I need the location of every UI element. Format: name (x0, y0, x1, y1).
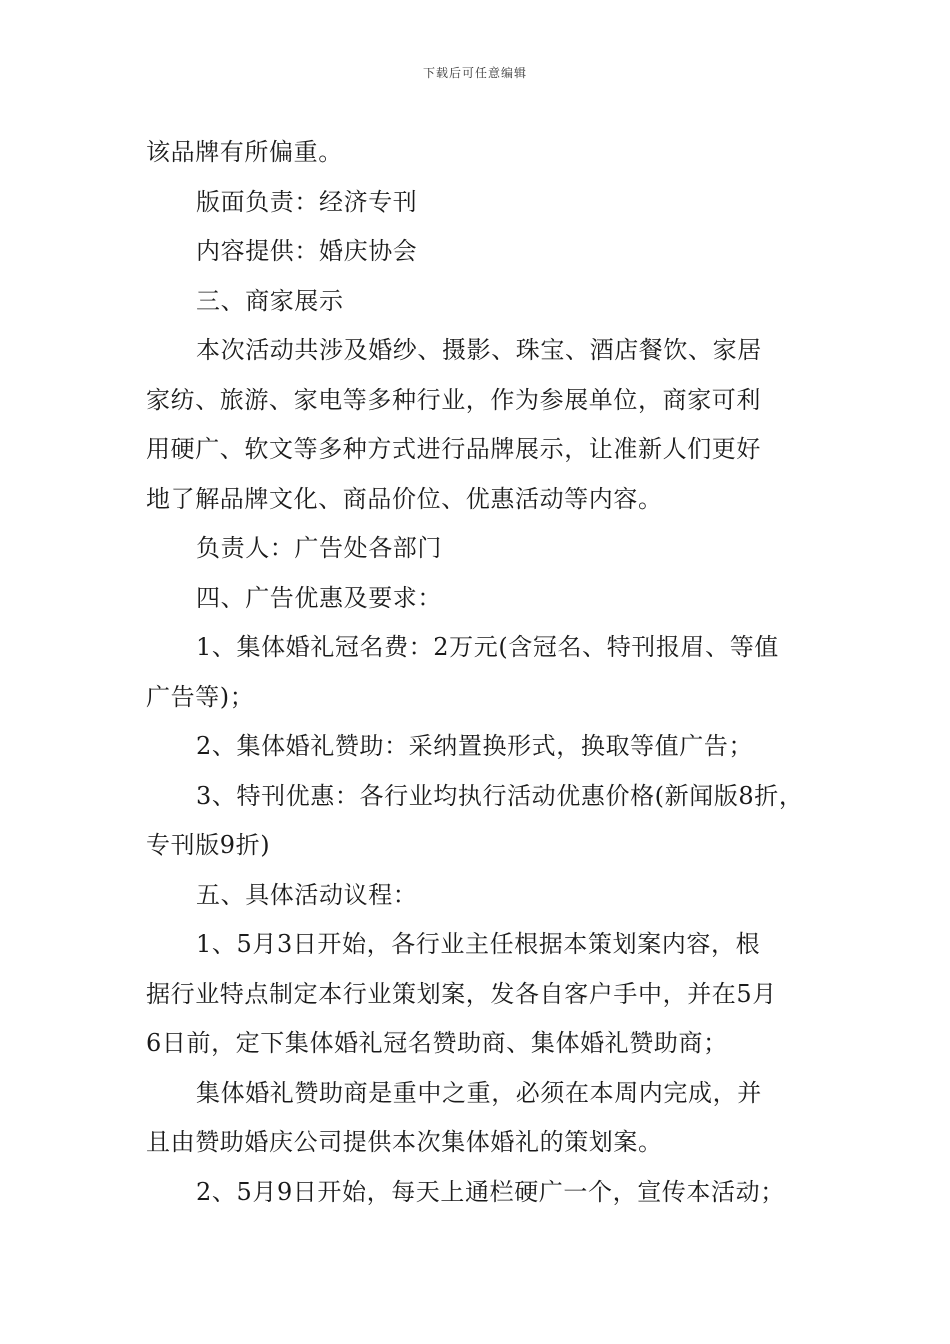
paragraph-line: 本次活动共涉及婚纱、摄影、珠宝、酒店餐饮、家居 (196, 336, 762, 364)
section-heading: 五、具体活动议程： (196, 880, 418, 909)
paragraph-line: 该品牌有所偏重。 (146, 138, 343, 166)
list-item-continuation: 广告等)； (146, 682, 255, 711)
page-header: 下载后可任意编辑 (422, 66, 527, 80)
section-heading: 四、广告优惠及要求： (196, 583, 442, 612)
paragraph-line: 版面负责：经济专刊 (196, 187, 418, 216)
section-heading: 三、商家展示 (196, 286, 344, 315)
list-item: 3、特刊优惠：各行业均执行活动优惠价格(新闻版8折， (196, 781, 804, 810)
list-item-continuation: 6日前，定下集体婚礼冠名赞助商、集体婚礼赞助商； (146, 1029, 728, 1057)
list-item: 2、集体婚礼赞助：采纳置换形式，换取等值广告； (196, 732, 754, 760)
list-item: 1、集体婚礼冠名费：2万元(含冠名、特刊报眉、等值 (196, 633, 779, 661)
paragraph-line: 家纺、旅游、家电等多种行业，作为参展单位，商家可利 (146, 385, 761, 414)
list-item-continuation: 据行业特点制定本行业策划案，发各自客户手中，并在5月 (146, 979, 777, 1008)
paragraph-line: 地了解品牌文化、商品价位、优惠活动等内容。 (146, 484, 663, 513)
list-item: 1、5月3日开始，各行业主任根据本策划案内容，根 (196, 930, 761, 958)
list-item: 2、5月9日开始，每天上通栏硬广一个，宣传本活动； (196, 1177, 785, 1206)
paragraph-line: 用硬广、软文等多种方式进行品牌展示，让准新人们更好 (146, 435, 761, 463)
paragraph-line: 负责人：广告处各部门 (196, 534, 442, 562)
paragraph-line: 内容提供：婚庆协会 (196, 237, 418, 265)
paragraph-line: 且由赞助婚庆公司提供本次集体婚礼的策划案。 (146, 1128, 663, 1156)
document-body (146, 128, 821, 1217)
paragraph-line: 集体婚礼赞助商是重中之重，必须在本周内完成，并 (196, 1078, 762, 1107)
list-item-continuation: 专刊版9折) (146, 831, 271, 859)
